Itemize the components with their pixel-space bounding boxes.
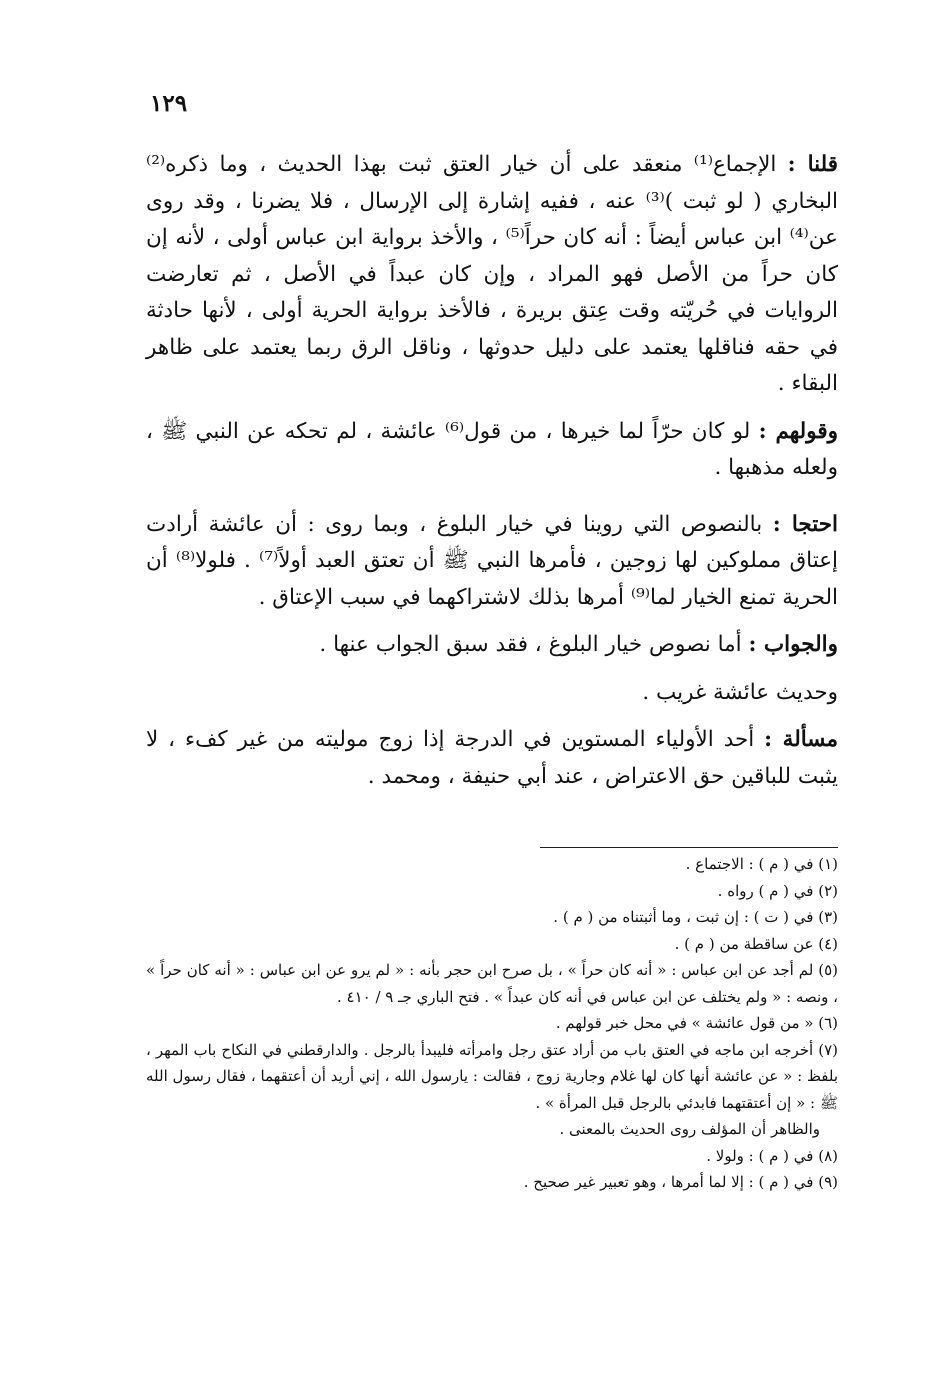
paragraph-ihtajja [146,507,838,617]
footnote-continuation: والظاهر أن المؤلف روى الحديث بالمعنى . [559,1120,820,1138]
paragraph-lead: والجواب : [748,632,838,657]
paragraph-qulna [146,147,838,403]
footnote: (٢) في ( م ) رواه . [717,881,838,900]
paragraph-text: أما نصوص خيار البلوغ ، فقد سبق الجواب عنها . [319,632,749,657]
footnote: (١) في ( م ) : الاجتماع . [685,855,838,873]
paragraph-aljawab [146,627,838,664]
footnote: (٦) « من قول عائشة » في محل خبر قولهم . [555,1014,838,1032]
paragraph-lead: احتجا : [772,511,838,537]
footnote: (٩) في ( م ) : إلا لما أمرها ، وهو تعبير غير صحيح . [523,1173,838,1191]
paragraph-lead: مسألة : [764,727,838,752]
paragraph-text: أحد الأولياء المستوين في الدرجة إذا زوج موليته من غير كفء ، لا يثبت للباقين حق الاعتراض ، عند أبي حنيفة ، ومحمد . [146,727,838,789]
paragraph-hadith-aisha [146,675,838,712]
paragraph-masala [146,722,838,795]
footnote: (٧) أخرجه ابن ماجه في العتق باب من أراد عتق رجل وامرأته فليبدأ بالرجل . والدارقطني في النكاح باب المهر ، بلفظ : « عن عائشة أنها كان لها غلام وجارية زوج ، فقالت : يارسول الله ، إني أريد أن أعتقهما ، فقال رسول الله ﷺ : « إن أعتقتهما فابدئي بالرجل قبل المرأة » . [146,1040,838,1112]
paragraph-text: الإجماع⁽¹⁾ منعقد على أن خيار العتق ثبت بهذا الحديث ، وما ذكره⁽²⁾ البخاري ( لو ثبت )⁽³⁾ عنه ، ففيه إشارة إلى الإرسال ، فلا يضرنا ، وقد روى عن⁽⁴⁾ ابن عباس أيضاً : أنه كان حراً⁽⁵⁾ ، والأخذ برواية ابن عباس أولى ، لأنه إن كان حراً من الأصل فهو المراد ، وإن كان عبداً في الأصل ، ثم تعارضت الروايات في حُريّته وقت عِتق بريرة ، فالأخذ برواية الحرية أولى ، لأنها حادثة في حقه فناقلها يعتمد على دليل حدوثها ، وناقل الرق ربما يعتمد على ظاهر البقاء . [146,152,838,396]
footnote: (٥) لم أجد عن ابن عباس : « أنه كان حراً » ، بل صرح ابن حجر بأنه : « لم يرو عن ابن عباس : « أنه كان حراً » ، ونصه : « ولم يختلف عن ابن عباس في أنه كان عبداً » . فتح الباري جـ ٩ / ٤١٠ . [146,961,838,1006]
main-text [146,147,838,806]
paragraph-lead: قلنا : [787,152,839,177]
footnote: (٣) في ( ت ) : إن ثبت ، وما أثبتناه من ( م ) . [553,908,838,926]
footnote: (٨) في ( م ) : ولولا . [706,1146,838,1165]
footnotes [146,851,838,1196]
paragraph-text: وحديث عائشة غريب . [642,679,838,705]
footnote: (٤) عن ساقطة من ( م ) . [674,934,838,953]
paragraph-qawluhum [146,414,838,487]
page-number: ١٢٩ [150,90,188,117]
paragraph-text: بالنصوص التي روينا في خيار البلوغ ، وبما روى : أن عائشة أرادت إعتاق مملوكين لها زوجين ، فأمرها النبي ﷺ أن تعتق العبد أولاً⁽⁷⁾ . فلولا⁽⁸⁾ أن الحرية تمنع الخيار لما⁽⁹⁾ أمرها بذلك لاشتراكهما في سبب الإعتاق . [146,511,839,610]
paragraph-lead: وقولهم : [758,418,838,444]
footnote-separator [540,847,838,848]
paragraph-text: لو كان حرّاً لما خيرها ، من قول⁽⁶⁾ عائشة ، لم تحكه عن النبي ﷺ ، ولعله مذهبها . [146,418,838,480]
